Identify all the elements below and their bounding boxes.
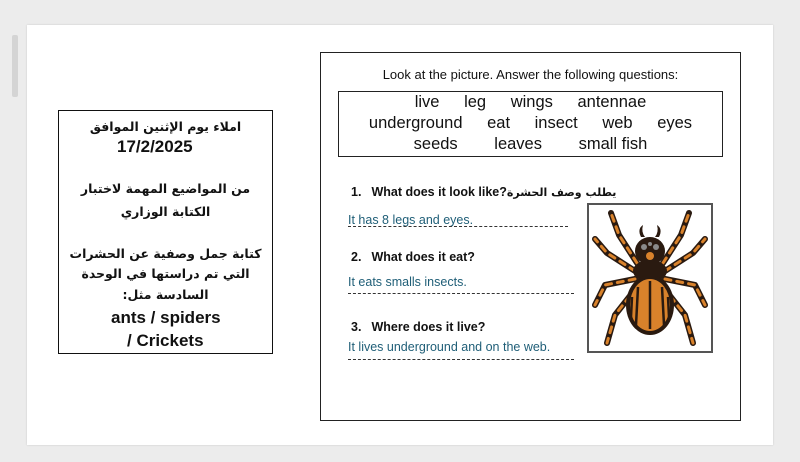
- word-bank-word: antennae: [577, 93, 647, 111]
- worksheet-instruction: Look at the picture. Answer the following questions:: [382, 67, 679, 82]
- word-bank-row: [339, 93, 722, 112]
- window-edge-strip: [12, 35, 18, 97]
- worksheet: [320, 52, 741, 421]
- answer-1: It has 8 legs and eyes.: [348, 213, 474, 227]
- spider-illustration: [589, 205, 711, 351]
- note-example-line1: ants / spiders: [111, 308, 221, 327]
- question-3: [351, 320, 485, 334]
- note-task-line3: السادسة مثل:: [122, 287, 209, 302]
- note-task-line1: كتابة جمل وصفية عن الحشرات: [69, 246, 262, 261]
- note-topic-line1: من المواضيع المهمة لاختبار: [80, 181, 251, 196]
- word-bank-word: small fish: [578, 135, 648, 153]
- question-text: What does it eat?: [371, 250, 475, 264]
- dictation-note-box: [58, 110, 273, 354]
- question-1: [351, 185, 616, 199]
- note-date: 17/2/2025: [117, 137, 193, 156]
- word-bank-word: insect: [534, 114, 578, 132]
- word-bank-word: leaves: [494, 135, 542, 153]
- word-bank: [338, 91, 723, 157]
- question-number: 2.: [351, 250, 362, 264]
- question-text: What does it look like?: [371, 185, 507, 199]
- answer-3: It lives underground and on the web.: [348, 340, 551, 354]
- question-2: [351, 250, 475, 264]
- answer-line: [348, 226, 568, 227]
- word-bank-word: leg: [464, 93, 487, 111]
- answer-2: It eats smalls insects.: [348, 275, 467, 289]
- word-bank-word: wings: [510, 93, 553, 111]
- word-bank-word: live: [414, 93, 440, 111]
- note-example-line2: / Crickets: [127, 331, 204, 350]
- note-topic-line2: الكتابة الوزاري: [120, 204, 211, 219]
- word-bank-row: [339, 114, 722, 133]
- question-text: Where does it live?: [371, 320, 486, 334]
- word-bank-row: [339, 135, 722, 154]
- spider-picture-frame: [587, 203, 713, 353]
- word-bank-word: underground: [368, 114, 463, 132]
- word-bank-word: web: [602, 114, 633, 132]
- answer-line: [348, 293, 574, 294]
- question-hint: يطلب وصف الحشرة: [506, 186, 617, 199]
- word-bank-word: eat: [487, 114, 511, 132]
- question-number: 1.: [351, 185, 362, 199]
- note-task-line2: التي تم دراستها في الوحدة: [81, 266, 250, 281]
- question-number: 3.: [351, 320, 362, 334]
- answer-line: [348, 359, 574, 360]
- note-title: املاء يوم الإثنين الموافق: [89, 119, 242, 134]
- word-bank-word: seeds: [413, 135, 458, 153]
- word-bank-word: eyes: [657, 114, 693, 132]
